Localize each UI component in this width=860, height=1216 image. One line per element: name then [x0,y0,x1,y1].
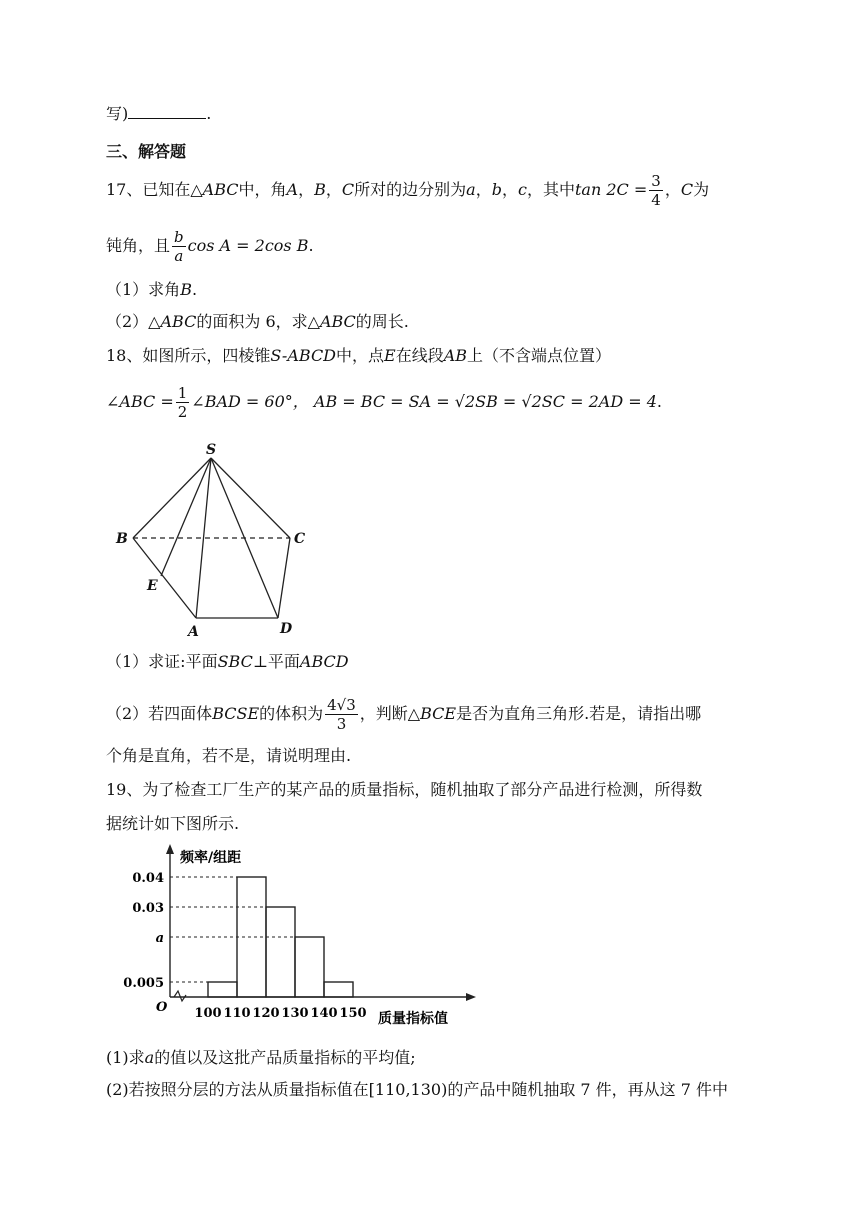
y-tick-label: 0.005 [123,976,164,991]
q17-line2: 钝角，且 $\frac{b}{a}$ cos A = 2cos B. [106,228,314,265]
vertex-C-label: C [294,531,306,547]
q17-part1: （1）求角B. [106,280,198,299]
q19-line2: 据统计如下图所示. [106,814,240,833]
histogram-bar [208,982,237,997]
vertex-S-label: S [206,442,217,458]
x-tick-label: 140 [310,1006,338,1021]
y-tick-label: 0.04 [132,871,164,886]
x-tick-label: 100 [194,1006,222,1021]
vertex-E-label: E [147,578,158,594]
y-tick-label: 0.03 [132,901,164,916]
q18-part2: （2）若四面体BCSE的体积为 $\frac{4√3}{3}$ ，判断△BCE是否为直角三角形.若是，请指出哪 [106,696,702,733]
q18-conditions: ∠ABC = $\frac{1}{2}$ ∠BAD = 60°， AB = BC = SA = √2SB = √2SC = 2AD = 4. [106,384,662,421]
y-axis-title: 频率/组距 [180,850,242,866]
axis-break-mark [174,991,186,1001]
histogram-bar [295,937,324,997]
x-tick-label: 110 [223,1006,251,1021]
x-tick-label: 120 [252,1006,280,1021]
q19-line1: 19、为了检查工厂生产的某产品的质量指标，随机抽取了部分产品进行检测，所得数 [106,780,703,799]
vertex-A-label: A [188,624,199,640]
prev-question-tail: 写) . [106,104,212,123]
q18-part1: （1）求证:平面SBC⊥平面ABCD [106,652,349,671]
x-tick-label: 130 [281,1006,309,1021]
q18-line1: 18、如图所示，四棱锥S-ABCD中，点E在线段AB上（不含端点位置） [106,346,612,365]
histogram-chart [104,842,484,1032]
q19-part1: (1)求a的值以及这批产品质量指标的平均值; [106,1048,416,1067]
half-fraction: $\frac{1}{2}$ [177,384,188,421]
x-tick-label: 150 [339,1006,367,1021]
x-axis-title: 质量指标值 [378,1011,448,1027]
volume-fraction: $\frac{4√3}{3}$ [327,696,356,733]
q19-part2: (2)若按照分层的方法从质量指标值在[110,130)的产品中随机抽取 7 件，再从这 7 件中 [106,1080,729,1099]
b-over-a-fraction: $\frac{b}{a}$ [174,228,184,265]
y-tick-label: a [155,931,164,946]
histogram-bar [266,907,295,997]
answer-blank [128,104,206,119]
vertex-B-label: B [116,531,128,547]
q17-part2: （2）△ABC的面积为 6，求△ABC的周长. [106,312,409,331]
x-axis-arrow [466,993,476,1001]
origin-label: O [156,1000,168,1015]
q17-line1: 17、已知在△ABC中，角A，B，C所对的边分别为a，b，c，其中tan 2C = $\frac{3}{4}$ ，C为 [106,172,710,209]
section-title: 三、解答题 [106,142,187,161]
histogram-bar [324,982,353,997]
q18-part2-cont: 个角是直角，若不是，请说明理由. [106,746,352,765]
y-axis-arrow [166,844,174,854]
tan-fraction: $\frac{3}{4}$ [651,172,661,209]
vertex-D-label: D [280,621,293,637]
pyramid-figure [110,440,320,640]
